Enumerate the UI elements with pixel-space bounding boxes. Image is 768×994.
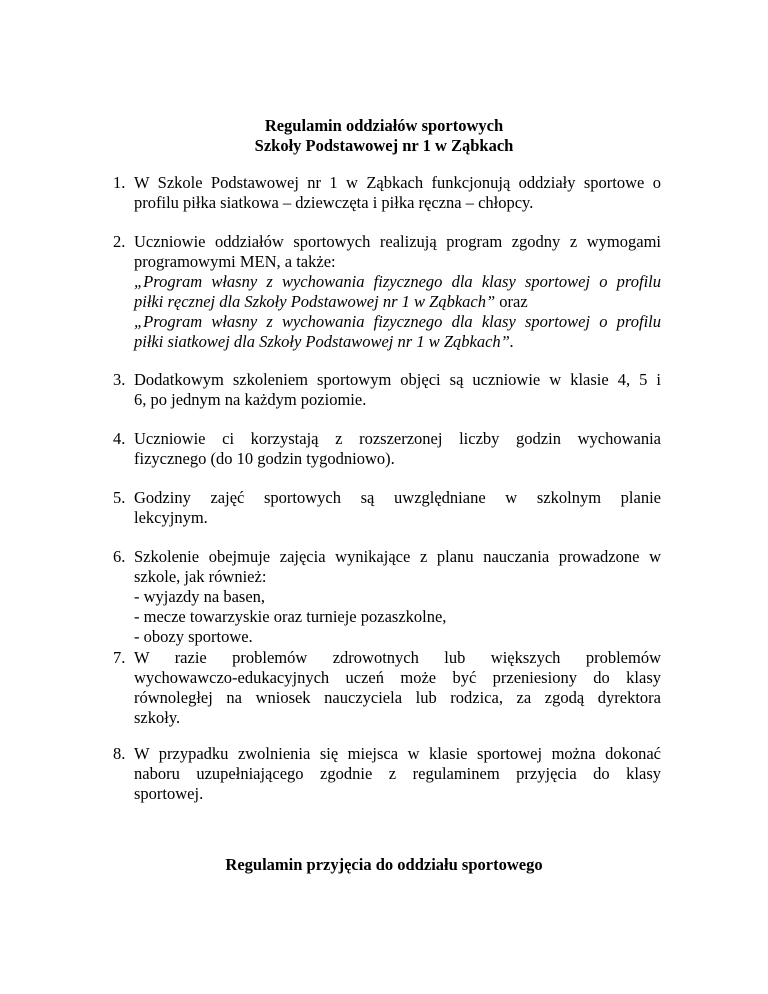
program-title-line: „Program własny z wychowania fizycznego dla klasy sportowej o profilu (134, 272, 661, 291)
item-number: 3. (113, 370, 126, 389)
item-text-line: 6, po jednym na każdym poziomie. (134, 390, 367, 409)
list-item (113, 370, 661, 410)
list-item (113, 488, 661, 528)
item-text-line: Uczniowie ci korzystają z rozszerzonej liczby godzin wychowania (134, 429, 661, 448)
bullet-line: - wyjazdy na basen, (134, 587, 266, 606)
item-text-line: profilu piłka siatkowa – dziewczęta i piłka ręczna – chłopcy. (134, 193, 534, 212)
item-text-line: Godziny zajęć sportowych są uwzględniane w szkolnym planie (134, 488, 661, 507)
item-text-line: W przypadku zwolnienia się miejsca w klasie sportowej można dokonać (134, 744, 661, 763)
list-item (113, 547, 661, 647)
list-item (113, 173, 661, 213)
list-item (113, 429, 661, 469)
program-title-line: piłki ręcznej dla Szkoły Podstawowej nr 1 w Ząbkach” (134, 292, 496, 311)
section-title: Regulamin przyjęcia do oddziału sportowego (225, 855, 543, 874)
list-item (113, 648, 661, 728)
conjunction-text: oraz (499, 292, 528, 311)
item-text-line: Szkolenie obejmuje zajęcia wynikające z planu nauczania prowadzone w (134, 547, 661, 566)
list-item (113, 232, 661, 352)
item-number: 2. (113, 232, 126, 251)
item-text-line: szkoły. (134, 708, 181, 727)
document-title-line-1: Regulamin oddziałów sportowych (264, 116, 504, 135)
item-text-line: fizycznego (do 10 godzin tygodniowo). (134, 449, 395, 468)
item-text-line: szkole, jak również: (134, 567, 267, 586)
item-text-line: Uczniowie oddziałów sportowych realizują program zgodny z wymogami (134, 232, 661, 251)
item-text-line: lekcyjnym. (134, 508, 208, 527)
program-title-line: piłki siatkowej dla Szkoły Podstawowej nr 1 w Ząbkach”. (134, 332, 514, 351)
item-number: 8. (113, 744, 126, 763)
list-item (113, 744, 661, 804)
bullet-line: - mecze towarzyskie oraz turnieje pozaszkolne, (134, 607, 447, 626)
item-number: 4. (113, 429, 126, 448)
item-number: 6. (113, 547, 126, 566)
item-text-line: Dodatkowym szkoleniem sportowym objęci są uczniowie w klasie 4, 5 i (134, 370, 661, 389)
bullet-line: - obozy sportowe. (134, 627, 253, 646)
item-text-line: sportowej. (134, 784, 204, 803)
document-title-line-2: Szkoły Podstawowej nr 1 w Ząbkach (254, 136, 514, 155)
item-number: 1. (113, 173, 126, 192)
item-text-line: programowymi MEN, a także: (134, 252, 336, 271)
item-number: 5. (113, 488, 126, 507)
item-number: 7. (113, 648, 126, 667)
item-text-line: wychowawczo-edukacyjnych uczeń może być przeniesiony do klasy (134, 668, 661, 687)
program-title-line: „Program własny z wychowania fizycznego dla klasy sportowej o profilu (134, 312, 661, 331)
item-text-line: W Szkole Podstawowej nr 1 w Ząbkach funkcjonują oddziały sportowe o (134, 173, 661, 192)
item-text-line: naboru uzupełniającego zgodnie z regulaminem przyjęcia do klasy (134, 764, 661, 783)
item-text-line: równoległej na wniosek nauczyciela lub rodzica, za zgodą dyrektora (134, 688, 661, 707)
item-text-line: W razie problemów zdrowotnych lub większych problemów (134, 648, 661, 667)
